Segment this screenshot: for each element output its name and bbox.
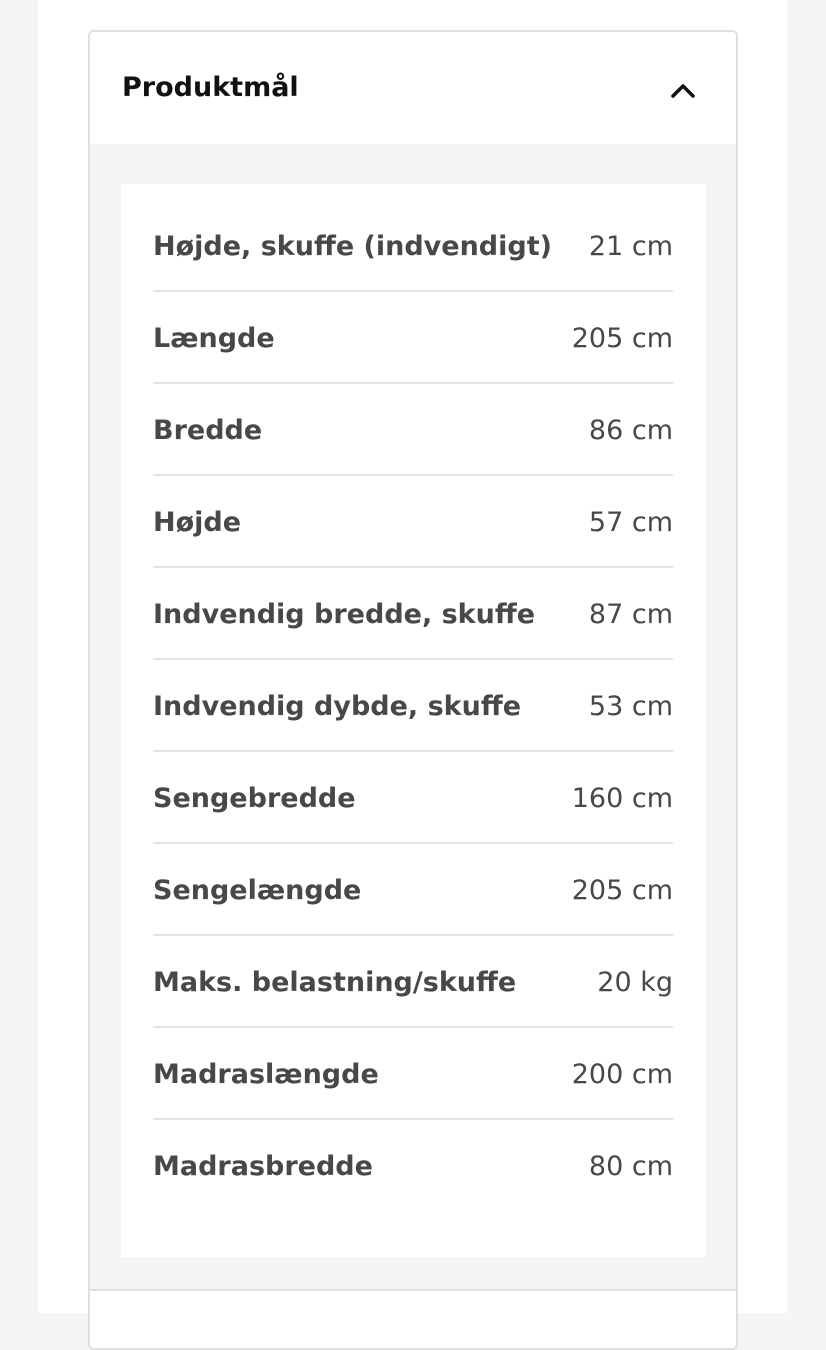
dimension-label: Højde — [153, 507, 242, 538]
dimension-value: 87 cm — [588, 599, 673, 630]
dimension-label: Indvendig bredde, skuffe — [153, 599, 536, 630]
dimension-value: 57 cm — [588, 507, 673, 538]
dimension-row — [153, 1120, 673, 1212]
dimension-value: 86 cm — [588, 415, 673, 446]
dimension-row — [153, 844, 673, 936]
dimension-value: 205 cm — [571, 323, 673, 354]
dimension-row — [153, 476, 673, 568]
dimension-label: Sengelængde — [153, 875, 362, 906]
dimension-row — [153, 384, 673, 476]
chevron-up-icon[interactable] — [665, 72, 701, 108]
accordion-title: Produktmål — [122, 72, 299, 103]
dimension-row — [153, 752, 673, 844]
dimension-value: 21 cm — [588, 231, 673, 262]
dimension-label: Madraslængde — [153, 1059, 379, 1090]
dimension-label: Højde, skuffe (indvendigt) — [153, 231, 552, 262]
dimension-row — [153, 660, 673, 752]
dimension-label: Længde — [153, 323, 275, 354]
dimension-row — [153, 1028, 673, 1120]
accordion-body — [90, 144, 736, 1291]
dimension-label: Madrasbredde — [153, 1151, 373, 1182]
dimension-value: 200 cm — [571, 1059, 673, 1090]
dimension-label: Bredde — [153, 415, 263, 446]
dimension-label: Sengebredde — [153, 783, 356, 814]
dimension-value: 80 cm — [588, 1151, 673, 1182]
dimension-label: Indvendig dybde, skuffe — [153, 691, 522, 722]
dimension-value: 53 cm — [588, 691, 673, 722]
dimension-value: 20 kg — [597, 967, 673, 998]
dimension-label: Maks. belastning/skuffe — [153, 967, 517, 998]
accordion-header[interactable] — [90, 32, 736, 144]
dimension-row — [153, 936, 673, 1028]
dimension-row — [153, 200, 673, 292]
dimension-value: 160 cm — [571, 783, 673, 814]
dimension-row — [153, 568, 673, 660]
product-dimensions-accordion — [88, 30, 738, 1350]
dimensions-list — [121, 184, 706, 1257]
dimension-row — [153, 292, 673, 384]
dimension-value: 205 cm — [571, 875, 673, 906]
